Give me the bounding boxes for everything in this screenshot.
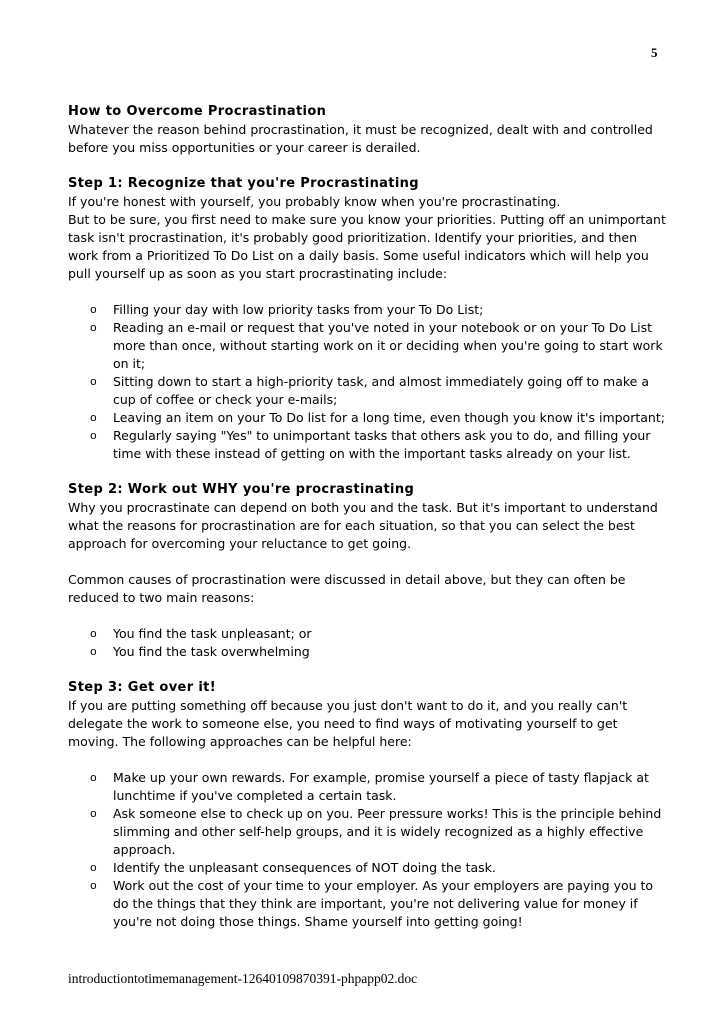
- bullet-icon: o: [90, 771, 97, 784]
- step3-paragraph: If you are putting something off because you just don't want to do it, and you really can't delegate the work to someone else, you need to find ways of motivating yourself to get moving. The following approaches can be helpful here:: [68, 698, 628, 749]
- step2-heading: Step 2: Work out WHY you're procrastinating: [68, 482, 415, 497]
- list-item: o Identify the unpleasant consequences of NOT doing the task.: [90, 860, 496, 875]
- list-item: o Regularly saying "Yes" to unimportant tasks that others ask you to do, and filling your time with these instead of getting on with the important tasks already on your list.: [90, 428, 651, 461]
- bullet-icon: o: [90, 375, 97, 388]
- list-item: o You find the task unpleasant; or: [90, 626, 312, 641]
- step1-bullet-list: [68, 301, 668, 463]
- list-item: o Sitting down to start a high-priority task, and almost immediately going off to make a cup of coffee or check your e-mails;: [90, 374, 650, 407]
- step1-line1: If you're honest with yourself, you probably know when you're procrastinating.: [68, 194, 561, 209]
- bullet-icon: o: [90, 879, 97, 892]
- bullet-icon: o: [90, 321, 97, 334]
- page-number: 5: [651, 45, 658, 60]
- bullet-icon: o: [90, 627, 97, 640]
- list-item: o Reading an e-mail or request that you've noted in your notebook or on your To Do List more than once, without starting work on it or deciding when you're going to start work on it;: [90, 320, 663, 371]
- bullet-icon: o: [90, 411, 97, 424]
- bullet-icon: o: [90, 807, 97, 820]
- list-item: o Make up your own rewards. For example, promise yourself a piece of tasty flapjack at lunchtime if you've completed a certain task.: [90, 770, 649, 803]
- step3-heading: Step 3: Get over it!: [68, 680, 216, 695]
- bullet-icon: o: [90, 645, 97, 658]
- bullet-icon: o: [90, 861, 97, 874]
- page-title: How to Overcome Procrastination: [68, 104, 327, 119]
- step2-bullet-list: [68, 625, 668, 661]
- step1-paragraph: But to be sure, you first need to make sure you know your priorities. Putting off an unimportant task isn't procrastination, it's probably good prioritization. Identify your priorities, and then work from a Prioritized To Do List on a daily basis. Some useful indicators which will help you pull yourself up as soon as you start procrastinating include:: [68, 212, 666, 281]
- footer-filename: introductiontotimemanagement-12640109870391-phpapp02.doc: [68, 971, 418, 986]
- list-item: o You find the task overwhelming: [90, 644, 310, 659]
- bullet-icon: o: [90, 303, 97, 316]
- list-item: o Leaving an item on your To Do list for a long time, even though you know it's important;: [90, 410, 665, 425]
- bullet-icon: o: [90, 429, 97, 442]
- document-body: [68, 103, 668, 931]
- step1-heading: Step 1: Recognize that you're Procrastinating: [68, 176, 419, 191]
- list-item: o Work out the cost of your time to your employer. As your employers are paying you to do the things that they think are important, you're not delivering value for money if you're not doing those things. Shame yourself into getting going!: [90, 878, 654, 929]
- step2-paragraph-2: Common causes of procrastination were discussed in detail above, but they can often be reduced to two main reasons:: [68, 572, 626, 605]
- step2-paragraph-1: Why you procrastinate can depend on both you and the task. But it's important to understand what the reasons for procrastination are for each situation, so that you can select the best approach for overcoming your reluctance to get going.: [68, 500, 658, 551]
- list-item: o Filling your day with low priority tasks from your To Do List;: [90, 302, 484, 317]
- list-item: o Ask someone else to check up on you. Peer pressure works! This is the principle behind slimming and other self-help groups, and it is widely recognized as a highly effective approach.: [90, 806, 662, 857]
- intro-paragraph: Whatever the reason behind procrastination, it must be recognized, dealt with and controlled before you miss opportunities or your career is derailed.: [68, 122, 653, 155]
- step3-bullet-list: [68, 769, 668, 931]
